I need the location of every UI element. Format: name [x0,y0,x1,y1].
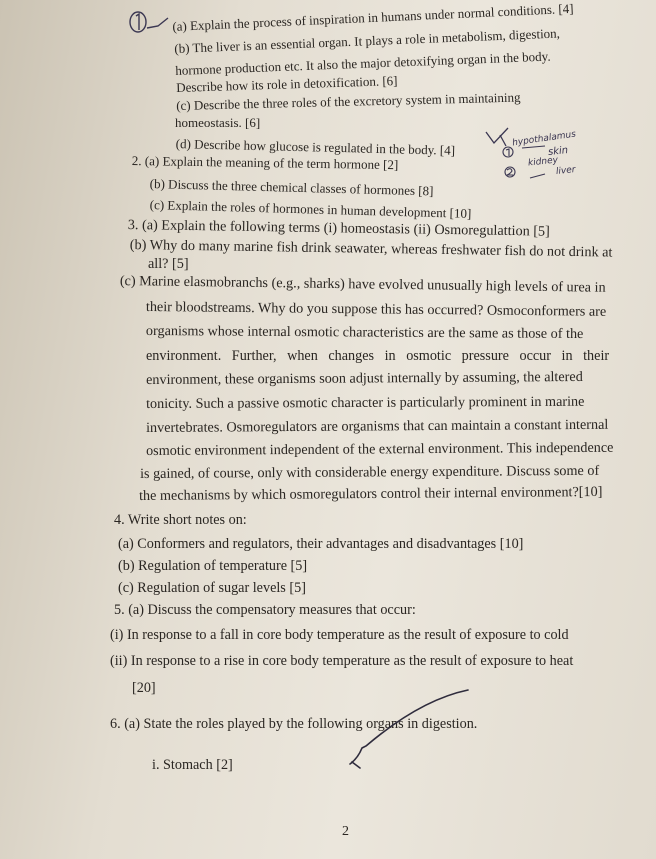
question-3c-line-4: environment. Further, when changes in osmotic pressure occur in their [146,348,610,364]
question-1c-line-2: homeostasis. [6] [175,115,261,130]
question-3c-line-2: their bloodstreams. Why do you suppose this has occurred? Osmoconformers are [145,299,607,320]
question-5-ii: (ii) In response to a rise in core body temperature as the result of exposure to heat [110,653,574,669]
question-1d: (d) Describe how glucose is regulated in the body. [4] [175,135,456,158]
question-3c-line-3: organisms whose internal osmotic characteristics are the same as those of the [145,323,584,343]
question-3c-line-6: tonicity. Such a passive osmotic character is particularly prominent in marine [146,393,585,412]
question-5-i: (i) In response to a fall in core body temperature as the result of exposure to cold [110,627,569,643]
question-1b-line-2: hormone production etc. It also the major detoxifying organ in the body. [175,48,551,78]
question-3b-line-2: all? [5] [148,256,189,272]
handwritten-tick-mark [486,128,508,146]
question-5-marks: [20] [132,680,156,696]
question-1b-line-3: Describe how its role in detoxification. [6] [176,73,398,95]
handwritten-note-kidney: kidney [527,155,559,169]
question-3c-line-9: is gained, of course, only with considerable energy expenditure. Discuss some of [140,462,600,482]
question-1b-line-1: (b) The liver is an essential organ. It plays a role in metabolism, digestion, [174,25,561,56]
question-5a: 5. (a) Discuss the compensatory measures that occur: [114,602,416,618]
question-6-i: i. Stomach [2] [152,757,233,773]
question-3c-line-10: the mechanisms by which osmoregulators control their internal environment?[10] [139,483,603,504]
page-number: 2 [342,824,349,839]
question-4: 4. Write short notes on: [114,512,247,528]
question-6a: 6. (a) State the roles played by the following organs in digestion. [110,716,478,732]
question-3c-line-8: osmotic environment independent of the external environment. This independence [146,439,614,459]
question-2a: 2. (a) Explain the meaning of the term hormone [2] [131,152,399,173]
handwritten-note-liver: liver [555,165,577,177]
question-3a: 3. (a) Explain the following terms (i) homeostasis (ii) Osmoregulattion [5] [127,217,550,240]
question-3c-line-7: invertebrates. Osmoregulators are organisms that can maintain a constant internal [146,416,609,436]
question-1c-line-1: (c) Describe the three roles of the excretory system in maintaining [176,89,521,113]
question-2b: (b) Discuss the three chemical classes of hormones [8] [149,175,434,199]
question-4c: (c) Regulation of sugar levels [5] [118,580,306,596]
question-4a: (a) Conformers and regulators, their advantages and disadvantages [10] [118,536,524,552]
question-3c-line-1: (c) Marine elasmobranchs (e.g., sharks) have evolved unusually high levels of urea in [119,273,606,296]
handwritten-note-skin: skin [547,144,569,159]
question-1a: (a) Explain the process of inspiration in humans under normal conditions. [4] [172,0,574,34]
handwritten-note-title: hypothalamus [511,129,577,149]
question-3c-line-5: environment, these organisms soon adjust internally by assuming, the altered [146,368,583,388]
circled-number-mark [130,12,168,32]
question-2c: (c) Explain the roles of hormones in human development [10] [149,196,472,221]
question-4b: (b) Regulation of temperature [5] [118,558,308,574]
question-3b-line-1: (b) Why do many marine fish drink seawater, whereas freshwater fish do not drink at [129,237,613,261]
